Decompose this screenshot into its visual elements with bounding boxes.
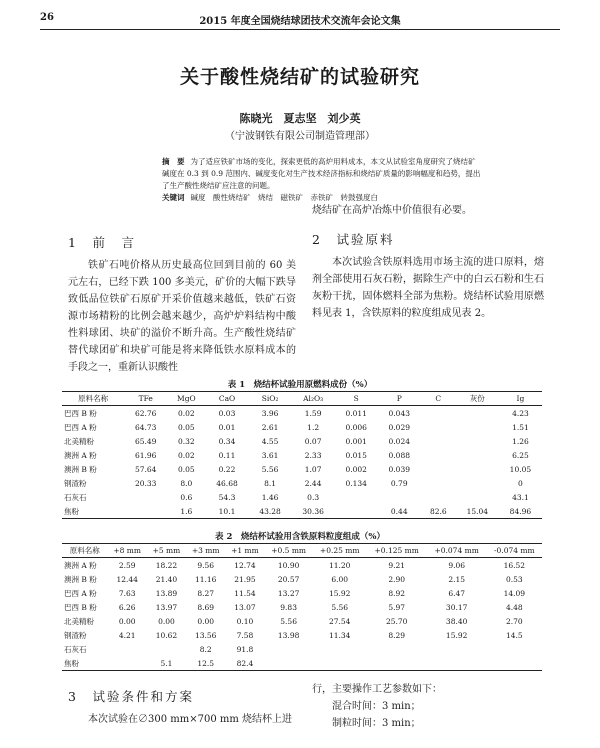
table-cell: 14.5: [505, 630, 523, 640]
table-cell: [147, 642, 186, 656]
table-cell: 0.002: [345, 464, 367, 474]
table-cell: 6.00: [331, 574, 349, 584]
table-cell: 61.96: [134, 450, 157, 460]
table-cell: 8.29: [388, 630, 406, 640]
table-cell: 5.56: [331, 602, 349, 612]
table-cell: [487, 656, 542, 671]
row-label: 焦粉: [62, 504, 124, 519]
table-cell: 0.03: [218, 408, 236, 418]
table-cell: 2.70: [505, 616, 523, 626]
table-cell: 0.00: [118, 616, 136, 626]
table-cell: 8.27: [197, 588, 215, 598]
table-cell: 43.28: [249, 504, 292, 519]
table-cell: 10.1: [205, 504, 248, 519]
table-cell: 8.1: [264, 478, 277, 488]
table-cell: 1.46: [261, 492, 279, 502]
table-cell: 9.83: [280, 602, 297, 612]
table-cell: 6.47: [448, 588, 466, 598]
table-row: [62, 656, 542, 671]
table-cell: 12.74: [234, 560, 256, 570]
table-cell: [108, 642, 147, 656]
table-cell: [421, 476, 456, 490]
table-cell: 21.95: [234, 574, 256, 584]
abstract-label: 摘 要: [162, 157, 185, 166]
keywords-label: 关键词: [162, 193, 185, 202]
table-cell: 0.53: [505, 574, 523, 584]
table-cell: 8.0: [180, 478, 193, 488]
table-cell: 2.61: [261, 422, 279, 432]
paper-title: 关于酸性烧结矿的试验研究: [179, 66, 420, 88]
table-cell: 0.043: [388, 408, 410, 418]
column-header: 原料名称: [62, 392, 124, 406]
table-cell: 0.02: [178, 408, 195, 418]
row-label: 北美精粉: [64, 616, 94, 626]
column-header: +0.125 mm: [367, 544, 427, 558]
table-cell: 3.61: [261, 450, 279, 460]
column-header: SiO₂: [249, 392, 292, 406]
table-cell: [427, 642, 487, 656]
table-cell: 0.00: [158, 616, 175, 626]
table-cell: [456, 448, 499, 462]
table-row: [62, 614, 542, 628]
section-1-heading: 1 前 言: [68, 235, 136, 250]
table-row: [62, 420, 542, 434]
table-cell: 30.17: [445, 602, 468, 612]
table-cell: [378, 490, 421, 504]
row-label: 钢渣粉: [64, 478, 87, 488]
table-cell: 5.56: [261, 464, 279, 474]
table-cell: 1.2: [307, 422, 320, 432]
table-cell: [456, 406, 499, 421]
table-row: [62, 572, 542, 586]
column-header: Al₂O₃: [292, 392, 335, 406]
table-cell: [265, 656, 313, 671]
table-cell: 13.56: [194, 630, 217, 640]
table-row: [62, 642, 542, 656]
table-cell: [335, 504, 378, 519]
table-cell: 82.4: [225, 656, 264, 671]
row-label: 巴西 B 粉: [64, 408, 97, 418]
table-cell: 6.26: [118, 602, 136, 612]
table-cell: 20.33: [134, 478, 157, 488]
table-cell: 46.68: [216, 478, 238, 488]
table-cell: 0.006: [345, 422, 367, 432]
row-label: 石灰石: [64, 492, 87, 502]
table-row: [62, 558, 542, 573]
right-column: [312, 202, 544, 322]
table-cell: 1.07: [304, 464, 322, 474]
table-cell: [421, 406, 456, 421]
table-cell: 0.79: [390, 478, 408, 488]
table-cell: 11.34: [328, 630, 351, 640]
table-cell: [421, 448, 456, 462]
table-header-row: [62, 392, 542, 406]
table-cell: 13.89: [155, 588, 178, 598]
table-cell: 0.05: [178, 422, 195, 432]
section-2-paragraph: 本次试验含铁原料选用市场主流的进口原料，熔剂全部使用石灰石粉，据除生产中的白云石粉和生石灰粉干扰，固体燃料全部为焦粉。烧结杯试验用原燃料见表 1，含铁原料的粒度组成见表 2。: [312, 257, 544, 319]
table-cell: 4.21: [118, 630, 136, 640]
table-1-caption: 表 1 烧结杯试验用原燃料成份（%）: [227, 380, 373, 390]
table-cell: 65.49: [134, 436, 157, 446]
table-2: [62, 543, 542, 671]
table-cell: 0.029: [388, 422, 410, 432]
running-header: [40, 12, 560, 28]
table-cell: [313, 642, 367, 656]
table-cell: 2.15: [448, 574, 466, 584]
column-header: 原料名称: [62, 544, 108, 558]
table-row: [62, 628, 542, 642]
table-cell: 0.34: [218, 436, 236, 446]
table-cell: [487, 642, 542, 656]
table-cell: 9.21: [388, 560, 406, 570]
table-cell: 2.59: [118, 560, 136, 570]
table-header-row: [62, 544, 542, 558]
table-cell: 9.06: [448, 560, 466, 570]
table-cell: [456, 462, 499, 476]
table-cell: [265, 642, 313, 656]
table-cell: [421, 462, 456, 476]
table-cell: 0.001: [345, 436, 367, 446]
right-tail: [312, 681, 442, 732]
table-cell: 0.22: [218, 464, 236, 474]
table-row: [62, 406, 542, 421]
table-cell: 0.05: [178, 464, 195, 474]
table-cell: [313, 656, 367, 671]
section-1-paragraph: 铁矿石吨价格从历史最高位回到目前的 60 美元左右，已经下跌 100 多美元，矿价的大幅下跌导致低品位铁矿石原矿开采价值越来越低，铁矿石资源市场精粉的比例会越来越少，高炉炉料结构中酸性料球团、块矿的溢价不断升高。生产酸性烧结矿替代球团矿和块矿可能是将来降低铁水原料成本的手段之一，重新认识酸性: [68, 260, 296, 373]
keywords-text: 碱度 酸性烧结矿 烧结 磁铁矿 赤铁矿 转鼓强度白: [190, 193, 378, 202]
table-cell: 0.024: [388, 436, 410, 446]
table-cell: 11.54: [234, 588, 256, 598]
right-continuation: 烧结矿在高炉冶炼中价值很有必要。: [312, 205, 472, 216]
table-cell: 10.05: [509, 464, 532, 474]
table-cell: 6.25: [512, 450, 529, 460]
table-cell: 14.09: [503, 588, 526, 598]
table-cell: [421, 434, 456, 448]
column-header: -0.074 mm: [487, 544, 542, 558]
table-cell: 18.22: [155, 560, 178, 570]
row-label: 澳洲 B 粉: [64, 574, 97, 584]
affiliation: （宁波钢铁有限公司制造管理部）: [225, 131, 375, 142]
table-cell: 13.97: [155, 602, 178, 612]
column-header: +1 mm: [225, 544, 264, 558]
table-cell: 0.07: [304, 436, 322, 446]
row-label: 巴西 A 粉: [64, 422, 97, 432]
table-cell: 5.97: [388, 602, 406, 612]
table-cell: 4.23: [512, 408, 529, 418]
table-cell: 0.6: [180, 492, 193, 502]
right-tail-line-2: 混合时间：3 min；: [332, 701, 421, 712]
column-header: CaO: [205, 392, 248, 406]
column-header: 灰份: [456, 392, 499, 406]
table-cell: 2.33: [304, 450, 322, 460]
column-header: +0.074 mm: [427, 544, 487, 558]
table-cell: 62.76: [134, 408, 157, 418]
table-cell: [124, 504, 167, 519]
header-rule: [40, 29, 560, 30]
table-cell: 57.64: [134, 464, 157, 474]
table-cell: 0.32: [178, 436, 195, 446]
table-row: [62, 600, 542, 614]
table-cell: 12.5: [186, 656, 225, 671]
table-cell: 10.62: [155, 630, 178, 640]
table-row: [62, 448, 542, 462]
column-header: +0.5 mm: [265, 544, 313, 558]
table-cell: 0.3: [307, 492, 320, 502]
table-cell: 4.48: [505, 602, 523, 612]
row-label: 澳洲 B 粉: [64, 464, 97, 474]
table-cell: 11.16: [194, 574, 217, 584]
table-cell: 1.26: [512, 436, 529, 446]
table-cell: [456, 476, 499, 490]
table-cell: [456, 420, 499, 434]
table-cell: 10.90: [277, 560, 300, 570]
table-cell: 13.98: [277, 630, 300, 640]
column-header: +3 mm: [186, 544, 225, 558]
table-cell: 0.02: [178, 450, 195, 460]
journal-title: 2015 年度全国烧结球团技术交流年会论文集: [199, 16, 401, 27]
table-row: [62, 586, 542, 600]
table-cell: 2.90: [388, 574, 406, 584]
authors: 陈晓光 夏志坚 刘少英: [239, 112, 361, 125]
column-header: +0.25 mm: [313, 544, 367, 558]
abstract-text: 为了适应铁矿市场的变化，探索更低的高炉用料成本，本文从试验室角度研究了烧结矿碱度在 0.3 到 0.9 范围内、碱度变化对生产技术经济指标和烧结矿质量的影响幅度和趋势，提出了生产酸性烧结矿应注意的问题。: [162, 157, 481, 190]
table-cell: 7.63: [118, 588, 136, 598]
table-cell: 1.51: [512, 422, 529, 432]
section-3: [68, 688, 292, 728]
column-header: +5 mm: [147, 544, 186, 558]
table-cell: 13.27: [277, 588, 300, 598]
table-cell: 3.96: [261, 408, 279, 418]
page-number: 26: [40, 12, 54, 23]
row-label: 钢渣粉: [64, 630, 87, 640]
table-cell: 0.11: [218, 450, 236, 460]
table-cell: 25.70: [385, 616, 408, 626]
table-row: [62, 490, 542, 504]
table-cell: [421, 420, 456, 434]
table-cell: 64.73: [134, 422, 157, 432]
row-label: 北美精粉: [64, 436, 94, 446]
table-row: [62, 504, 542, 519]
table-cell: 0.01: [218, 422, 236, 432]
table-cell: 13.07: [234, 602, 256, 612]
table-cell: 8.69: [197, 602, 215, 612]
table-cell: 15.92: [328, 588, 351, 598]
section-3-heading: 3 试验条件和方案: [68, 689, 194, 704]
table-1: [62, 391, 542, 519]
table-cell: 0.015: [345, 450, 367, 460]
column-header: MgO: [167, 392, 205, 406]
table-cell: [124, 490, 167, 504]
table-cell: [456, 490, 499, 504]
table-cell: 5.1: [147, 656, 186, 671]
table-cell: [367, 642, 427, 656]
table-cell: 8.2: [199, 644, 212, 654]
abstract-block: [162, 156, 482, 204]
table-cell: 0: [518, 478, 523, 488]
column-header: +8 mm: [108, 544, 147, 558]
table-cell: 11.20: [328, 560, 351, 570]
table-cell: [421, 490, 456, 504]
table-cell: 91.8: [236, 644, 254, 654]
table-cell: 30.36: [292, 504, 335, 519]
table-cell: 38.40: [445, 616, 468, 626]
row-label: 石灰石: [64, 644, 87, 654]
table-cell: 54.3: [218, 492, 236, 502]
column-header: C: [421, 392, 456, 406]
right-tail-line-1: 行，主要操作工艺参数如下：: [312, 684, 442, 695]
table-cell: 2.44: [304, 478, 322, 488]
row-label: 巴西 B 粉: [64, 602, 97, 612]
table-2-caption: 表 2 烧结杯试验用含铁原料粒度组成（%）: [215, 532, 385, 542]
table-cell: 1.6: [167, 504, 205, 519]
row-label: 焦粉: [62, 656, 108, 671]
table-cell: 0.088: [388, 450, 410, 460]
table-cell: [108, 656, 147, 671]
table-cell: 16.52: [503, 560, 526, 570]
table-row: [62, 434, 542, 448]
table-cell: 43.1: [512, 492, 529, 502]
table-cell: 15.92: [445, 630, 468, 640]
right-tail-line-3: 制粒时间：3 min；: [332, 718, 421, 729]
table-cell: 0.039: [388, 464, 410, 474]
row-label: 澳洲 A 粉: [64, 450, 97, 460]
table-cell: 21.40: [155, 574, 178, 584]
table-cell: 0.10: [236, 616, 254, 626]
table-cell: 15.04: [456, 504, 499, 519]
table-cell: 5.56: [280, 616, 297, 626]
table-cell: 9.56: [197, 560, 215, 570]
table-cell: 12.44: [116, 574, 138, 584]
table-row: [62, 462, 542, 476]
table-row: [62, 476, 542, 490]
left-column: [68, 234, 296, 376]
table-cell: 0.011: [345, 408, 367, 418]
table-cell: [335, 490, 378, 504]
section-3-paragraph: 本次试验在∅300 mm×700 mm 烧结杯上进: [88, 714, 293, 725]
table-cell: [367, 656, 427, 671]
row-label: 巴西 A 粉: [64, 588, 97, 598]
table-cell: 20.57: [277, 574, 300, 584]
table-cell: [427, 656, 487, 671]
section-2-heading: 2 试验原料: [312, 232, 395, 247]
column-header: P: [378, 392, 421, 406]
table-cell: 4.55: [261, 436, 279, 446]
column-header: Ig: [499, 392, 542, 406]
table-cell: 7.58: [236, 630, 254, 640]
table-cell: 0.44: [378, 504, 421, 519]
table-cell: [456, 434, 499, 448]
column-header: TFe: [124, 392, 167, 406]
row-label: 澳洲 A 粉: [64, 560, 97, 570]
table-cell: 0.00: [197, 616, 215, 626]
table-cell: 0.134: [345, 478, 367, 488]
table-cell: 82.6: [421, 504, 456, 519]
table-cell: 8.92: [388, 588, 406, 598]
table-cell: 1.59: [304, 408, 322, 418]
table-cell: 84.96: [499, 504, 542, 519]
column-header: S: [335, 392, 378, 406]
table-cell: 27.54: [328, 616, 351, 626]
